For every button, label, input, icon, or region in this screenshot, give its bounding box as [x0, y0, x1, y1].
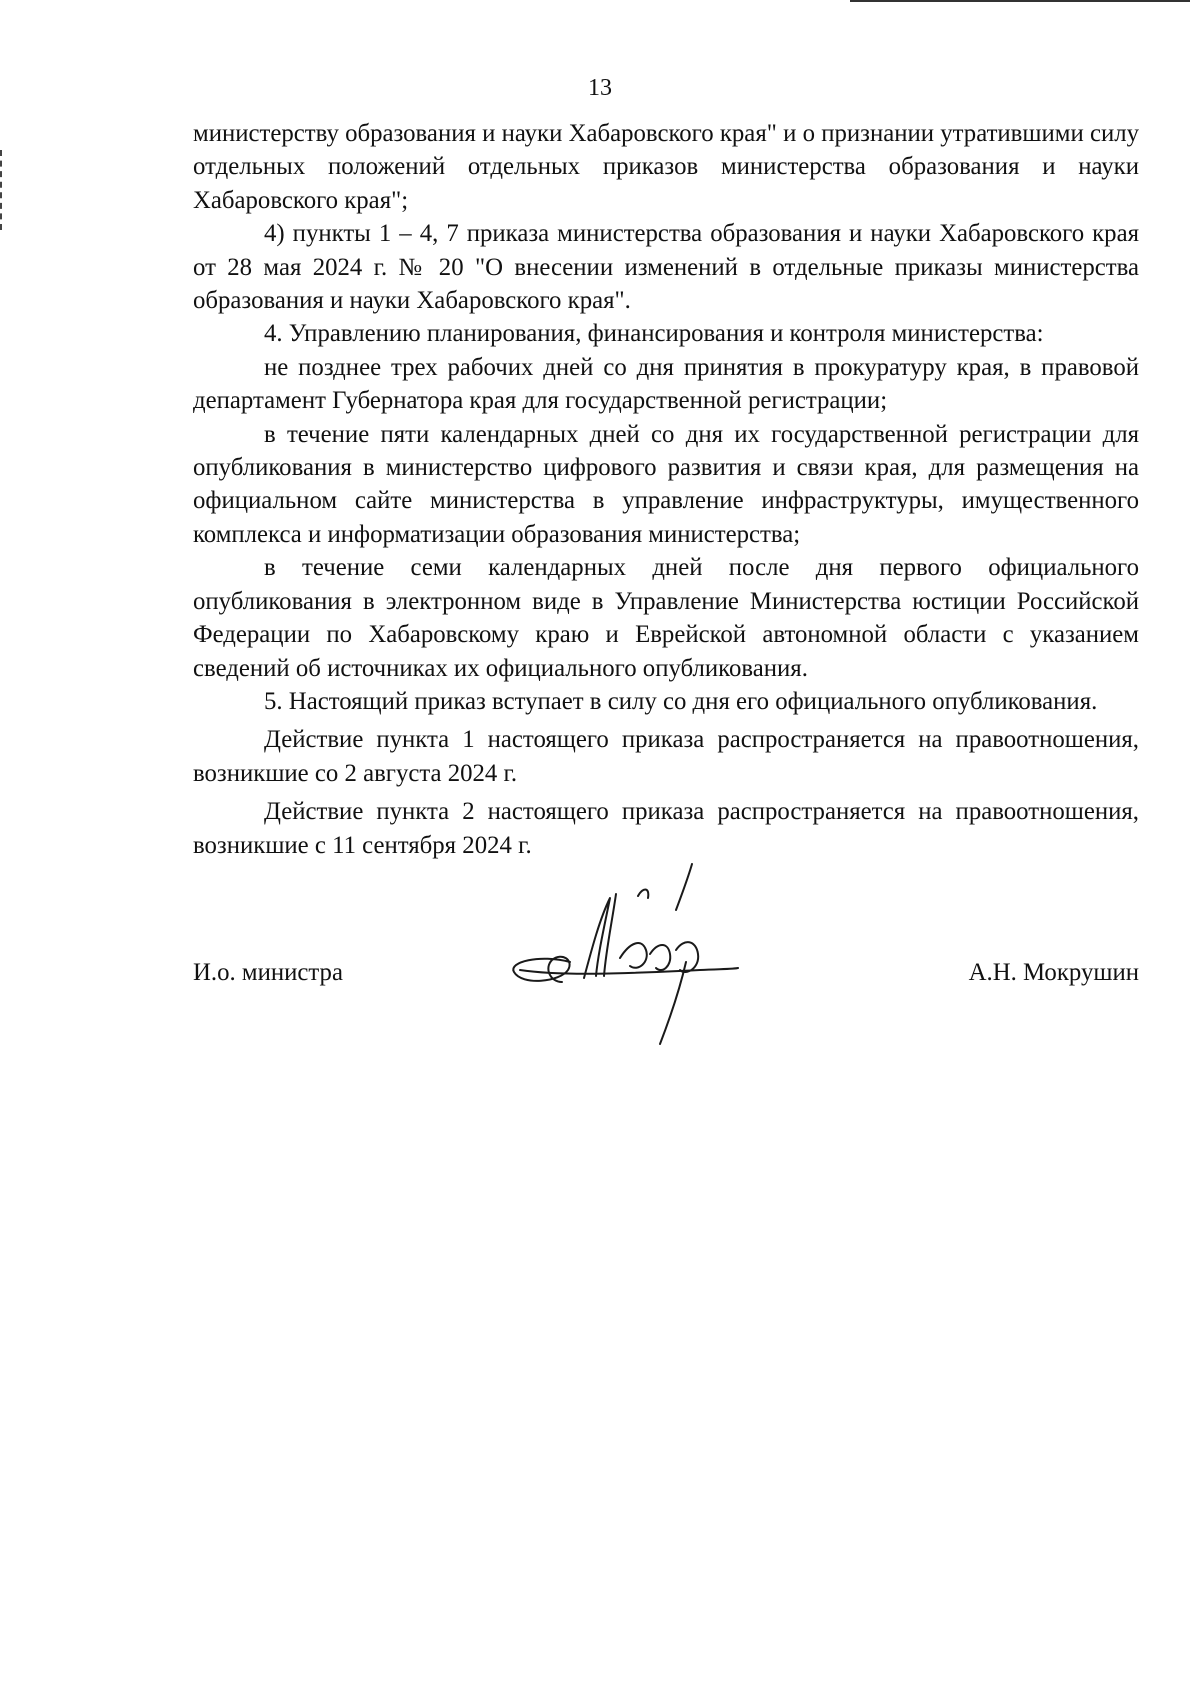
top-scan-rule — [850, 0, 1190, 5]
paragraph-deadline-justice: в течение семи календарных дней после дня первого официального опубликования в электронном виде в Управление Министерства юстиции Российской Федерации по Хабаровскому краю и Еврейской автономной области с указанием сведений об источниках их официального опубликования. — [193, 554, 1139, 682]
paragraph-item-4: 4) пункты 1 – 4, 7 приказа министерства образования и науки Хабаровского края от 28 мая 2024 г. № 20 "О внесении изменений в отдельные приказы министерства образования и науки Хабаровского края". — [193, 220, 1139, 315]
paragraph-effect-item-2: Действие пункта 2 настоящего приказа распространяется на правоотношения, возникшие с 11 сентября 2024 г. — [193, 798, 1139, 859]
signatory-role: И.о. министра — [193, 959, 343, 986]
margin-binding-mark — [0, 150, 4, 230]
paragraph-deadline-publication: в течение пяти календарных дней со дня их государственной регистрации для опубликования в министерство цифрового развития и связи края, для размещения на официальном сайте министерства в управление инфраструктуры, имущественного комплекса и информатизации образования министерства; — [193, 420, 1139, 548]
paragraph-section-4: 4. Управлению планирования, финансирования и контроля министерства: — [264, 320, 1044, 348]
handwritten-signature-icon — [500, 858, 740, 1048]
paragraph-effect-item-1: Действие пункта 1 настоящего приказа распространяется на правоотношения, возникшие со 2 августа 2024 г. — [193, 726, 1139, 787]
signatory-name: А.Н. Мокрушин — [968, 959, 1139, 986]
paragraph-continuation: министерству образования и науки Хабаровского края" и о признании утратившими силу отдельных положений отдельных приказов министерства образования и науки Хабаровского края"; — [193, 120, 1139, 214]
page-number: 13 — [588, 75, 612, 101]
paragraph-section-5: 5. Настоящий приказ вступает в силу со дня его официального опубликования. — [264, 687, 1098, 715]
paragraph-deadline-prosecutor: не позднее трех рабочих дней со дня принятия в прокуратуру края, в правовой департамент Губернатора края для государственной регистрации; — [193, 353, 1139, 415]
document-body — [193, 117, 1139, 862]
